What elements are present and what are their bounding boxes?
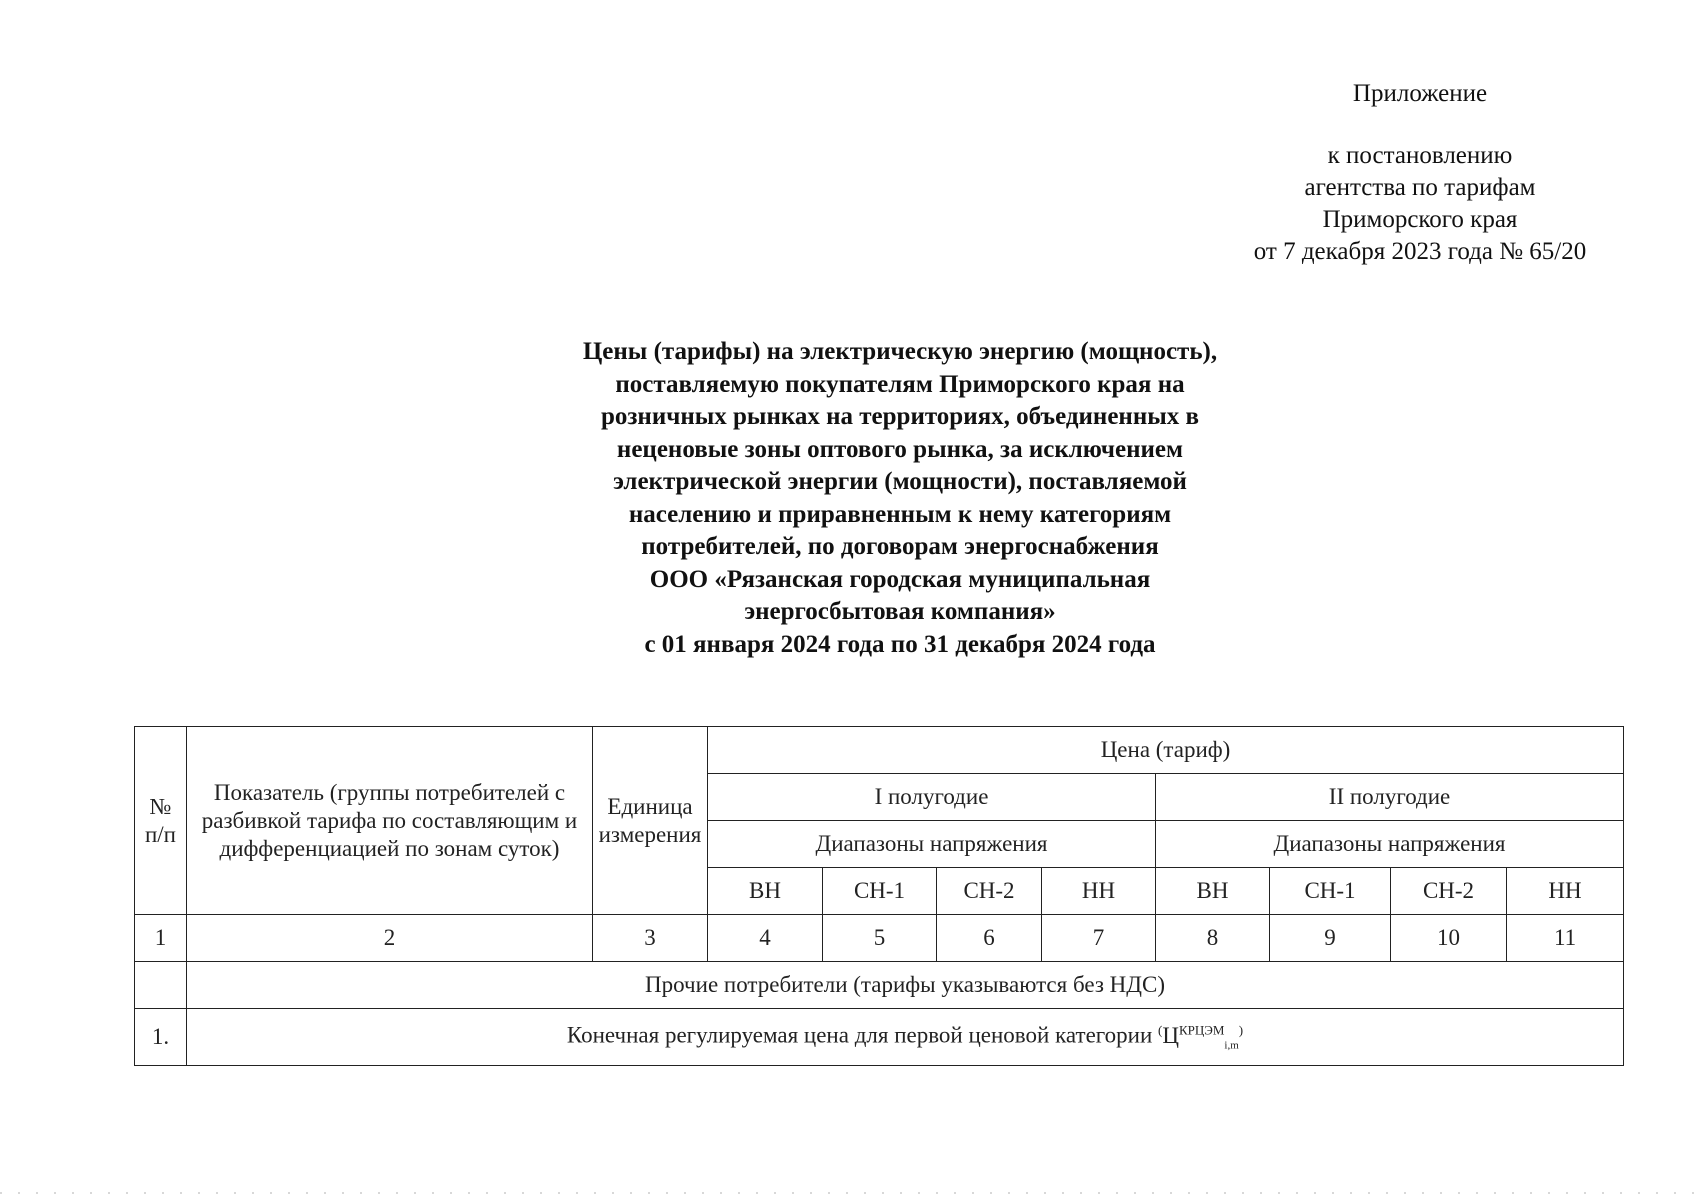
column-number: 9 — [1270, 915, 1391, 962]
appendix-label: Приложение — [1352, 80, 1488, 107]
voltage-ranges-header: Диапазоны напряжения — [1156, 821, 1624, 868]
appendix-line: агентства по тарифам — [1304, 174, 1536, 201]
voltage-header: ВН — [708, 868, 823, 915]
section-number-cell — [135, 962, 187, 1009]
appendix-line: от 7 декабря 2023 года № 65/20 — [1253, 238, 1587, 265]
half-year-1-header: I полугодие — [708, 774, 1156, 821]
voltage-header: ВН — [1156, 868, 1270, 915]
title-line: энергосбытовая компания» — [744, 598, 1056, 625]
voltage-header: НН — [1507, 868, 1624, 915]
title-line: Цены (тарифы) на электрическую энергию (мощность), — [582, 338, 1218, 365]
price-symbol-sup: КРЦЭМ — [1178, 1022, 1225, 1038]
table-row — [135, 1009, 1624, 1066]
column-number: 11 — [1507, 915, 1624, 962]
title-line: поставляемую покупателям Приморского края на — [615, 370, 1185, 398]
voltage-header: СН-1 — [1270, 868, 1391, 915]
title-line: розничных рынках на территориях, объединенных в — [600, 403, 1199, 430]
voltage-header: СН-1 — [823, 868, 937, 915]
column-number-row — [135, 915, 1624, 962]
row-number: 1. — [135, 1009, 187, 1066]
voltage-header: СН-2 — [1391, 868, 1507, 915]
voltage-header: НН — [1042, 868, 1156, 915]
col-number-header: № п/п — [135, 727, 187, 915]
voltage-ranges-header: Диапазоны напряжения — [708, 821, 1156, 868]
column-number: 3 — [593, 915, 708, 962]
appendix-header — [1180, 78, 1660, 268]
voltage-header: СН-2 — [937, 868, 1042, 915]
column-number: 2 — [187, 915, 593, 962]
scan-noise-line — [0, 1192, 1697, 1194]
column-number: 4 — [708, 915, 823, 962]
price-header: Цена (тариф) — [708, 727, 1624, 774]
price-symbol-letter: Ц — [1162, 1023, 1179, 1049]
half-year-2-header: II полугодие — [1156, 774, 1624, 821]
price-symbol-sub: i,m — [1224, 1039, 1239, 1052]
title-line: ООО «Рязанская городская муниципальная — [649, 565, 1151, 593]
document-title — [420, 336, 1380, 661]
section-row — [135, 962, 1624, 1009]
title-line: электрической энергии (мощности), поставляемой — [613, 468, 1187, 495]
title-line: с 01 января 2024 года по 31 декабря 2024 года — [644, 630, 1156, 658]
title-line: населению и приравненным к нему категориям — [628, 500, 1172, 528]
col-unit-header: Единица измерения — [593, 727, 708, 915]
column-number: 6 — [937, 915, 1042, 962]
column-number: 8 — [1156, 915, 1270, 962]
title-line: потребителей, по договорам энергоснабжения — [641, 533, 1159, 560]
appendix-line: Приморского края — [1322, 206, 1518, 233]
appendix-line: к постановлению — [1327, 142, 1513, 169]
header-row — [135, 727, 1624, 774]
column-number: 5 — [823, 915, 937, 962]
price-symbol: $^(Ц^{КРЦЭМ}_{i,m}^)$ — [1158, 1022, 1244, 1052]
row-indicator — [187, 1009, 1624, 1066]
title-line: неценовые зоны оптового рынка, за исключением — [616, 435, 1184, 463]
col-indicator-header: Показатель (группы потребителей с разбивкой тарифа по составляющим и дифференциацией по зонам суток) — [187, 727, 593, 915]
column-number: 7 — [1042, 915, 1156, 962]
tariff-table — [134, 726, 1624, 1066]
column-number: 1 — [135, 915, 187, 962]
section-title: Прочие потребители (тарифы указываются без НДС) — [187, 962, 1624, 1009]
column-number: 10 — [1391, 915, 1507, 962]
row-indicator-text: Конечная регулируемая цена для первой ценовой категории — [566, 1023, 1153, 1049]
